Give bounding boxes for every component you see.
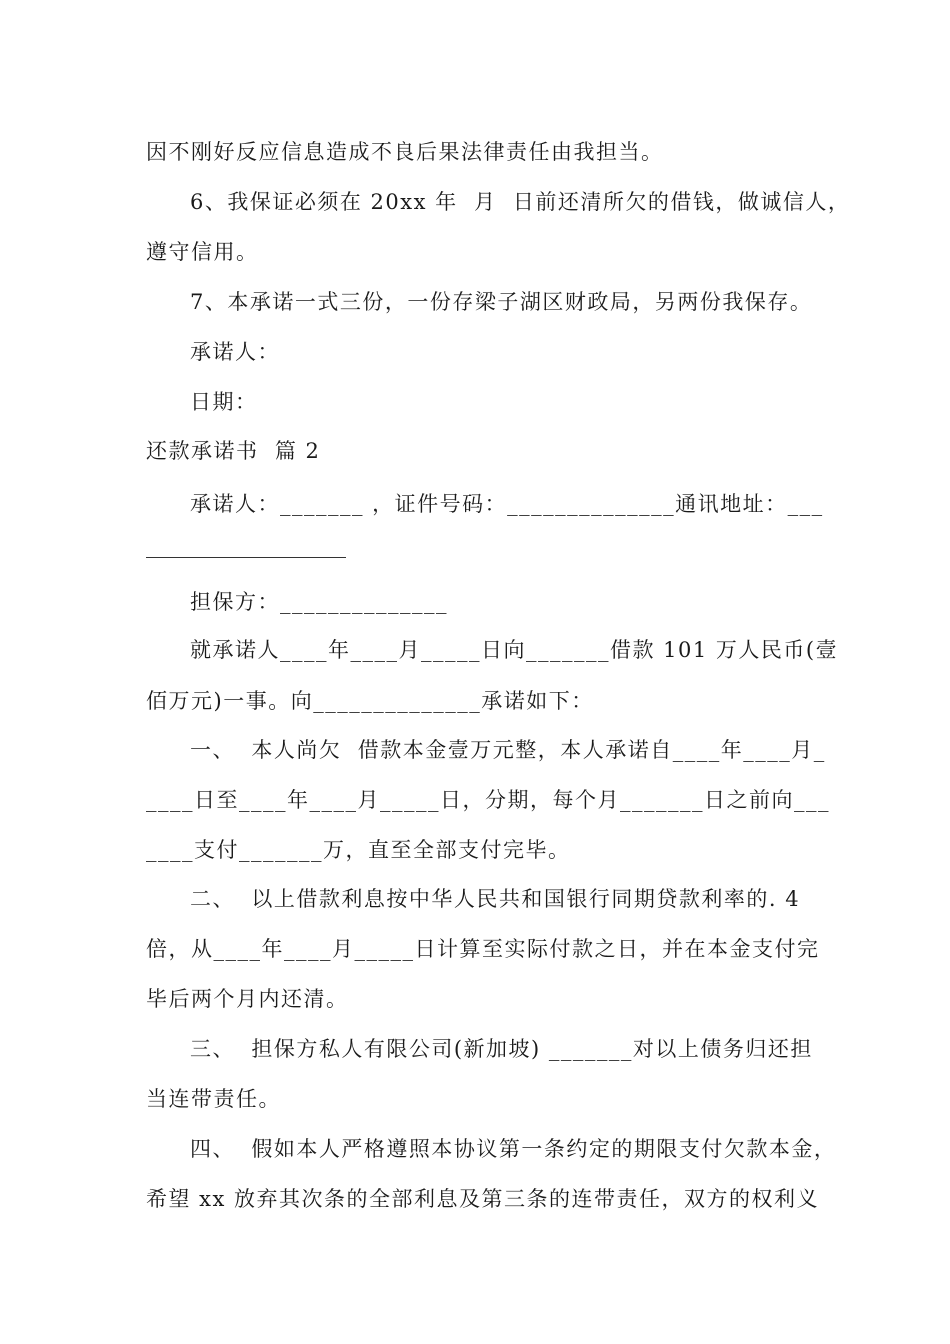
paragraph-line: 佰万元)一事。向______________承诺如下： [146, 689, 594, 713]
paragraph-line: 就承诺人____年____月_____日向_______借款 101 万人民币(壹 [190, 638, 839, 662]
paragraph-line: 毕后两个月内还清。 [146, 987, 349, 1011]
paragraph-line: 遵守信用。 [146, 240, 259, 264]
paragraph-line: 一、 本人尚欠 借款本金壹万元整，本人承诺自____年____月_ [190, 738, 826, 762]
paragraph-line: 承诺人：_______ ，证件号码：______________通讯地址：___ [190, 492, 824, 516]
paragraph-line: 当连带责任。 [146, 1087, 281, 1111]
paragraph-line: ____支付_______万，直至全部支付完毕。 [146, 838, 571, 862]
blank-underline [146, 557, 346, 558]
paragraph-line: 担保方：______________ [190, 590, 448, 614]
paragraph-line: 7、本承诺一式三份，一份存梁子湖区财政局，另两份我保存。 [190, 290, 813, 314]
paragraph-line: 二、 以上借款利息按中华人民共和国银行同期贷款利率的. 4 [190, 887, 801, 911]
paragraph-line: 三、 担保方私人有限公司(新加坡) _______对以上债务归还担 [190, 1037, 813, 1061]
section-heading: 还款承诺书 篇 2 [146, 439, 321, 463]
paragraph-line: 6、我保证必须在 20xx 年 月 日前还清所欠的借钱，做诚信人， [190, 190, 851, 214]
date-label: 日期： [190, 390, 258, 414]
paragraph-line: 希望 xx 放弃其次条的全部利息及第三条的连带责任，双方的权利义 [146, 1187, 820, 1211]
paragraph-line: 倍，从____年____月_____日计算至实际付款之日，并在本金支付完 [146, 937, 820, 961]
paragraph-line: ____日至____年____月_____日，分期，每个月_______日之前向___ [146, 788, 830, 812]
paragraph-line: 四、 假如本人严格遵照本协议第一条约定的期限支付欠款本金， [190, 1137, 837, 1161]
signature-label: 承诺人： [190, 340, 280, 364]
paragraph-line: 因不刚好反应信息造成不良后果法律责任由我担当。 [146, 140, 664, 164]
